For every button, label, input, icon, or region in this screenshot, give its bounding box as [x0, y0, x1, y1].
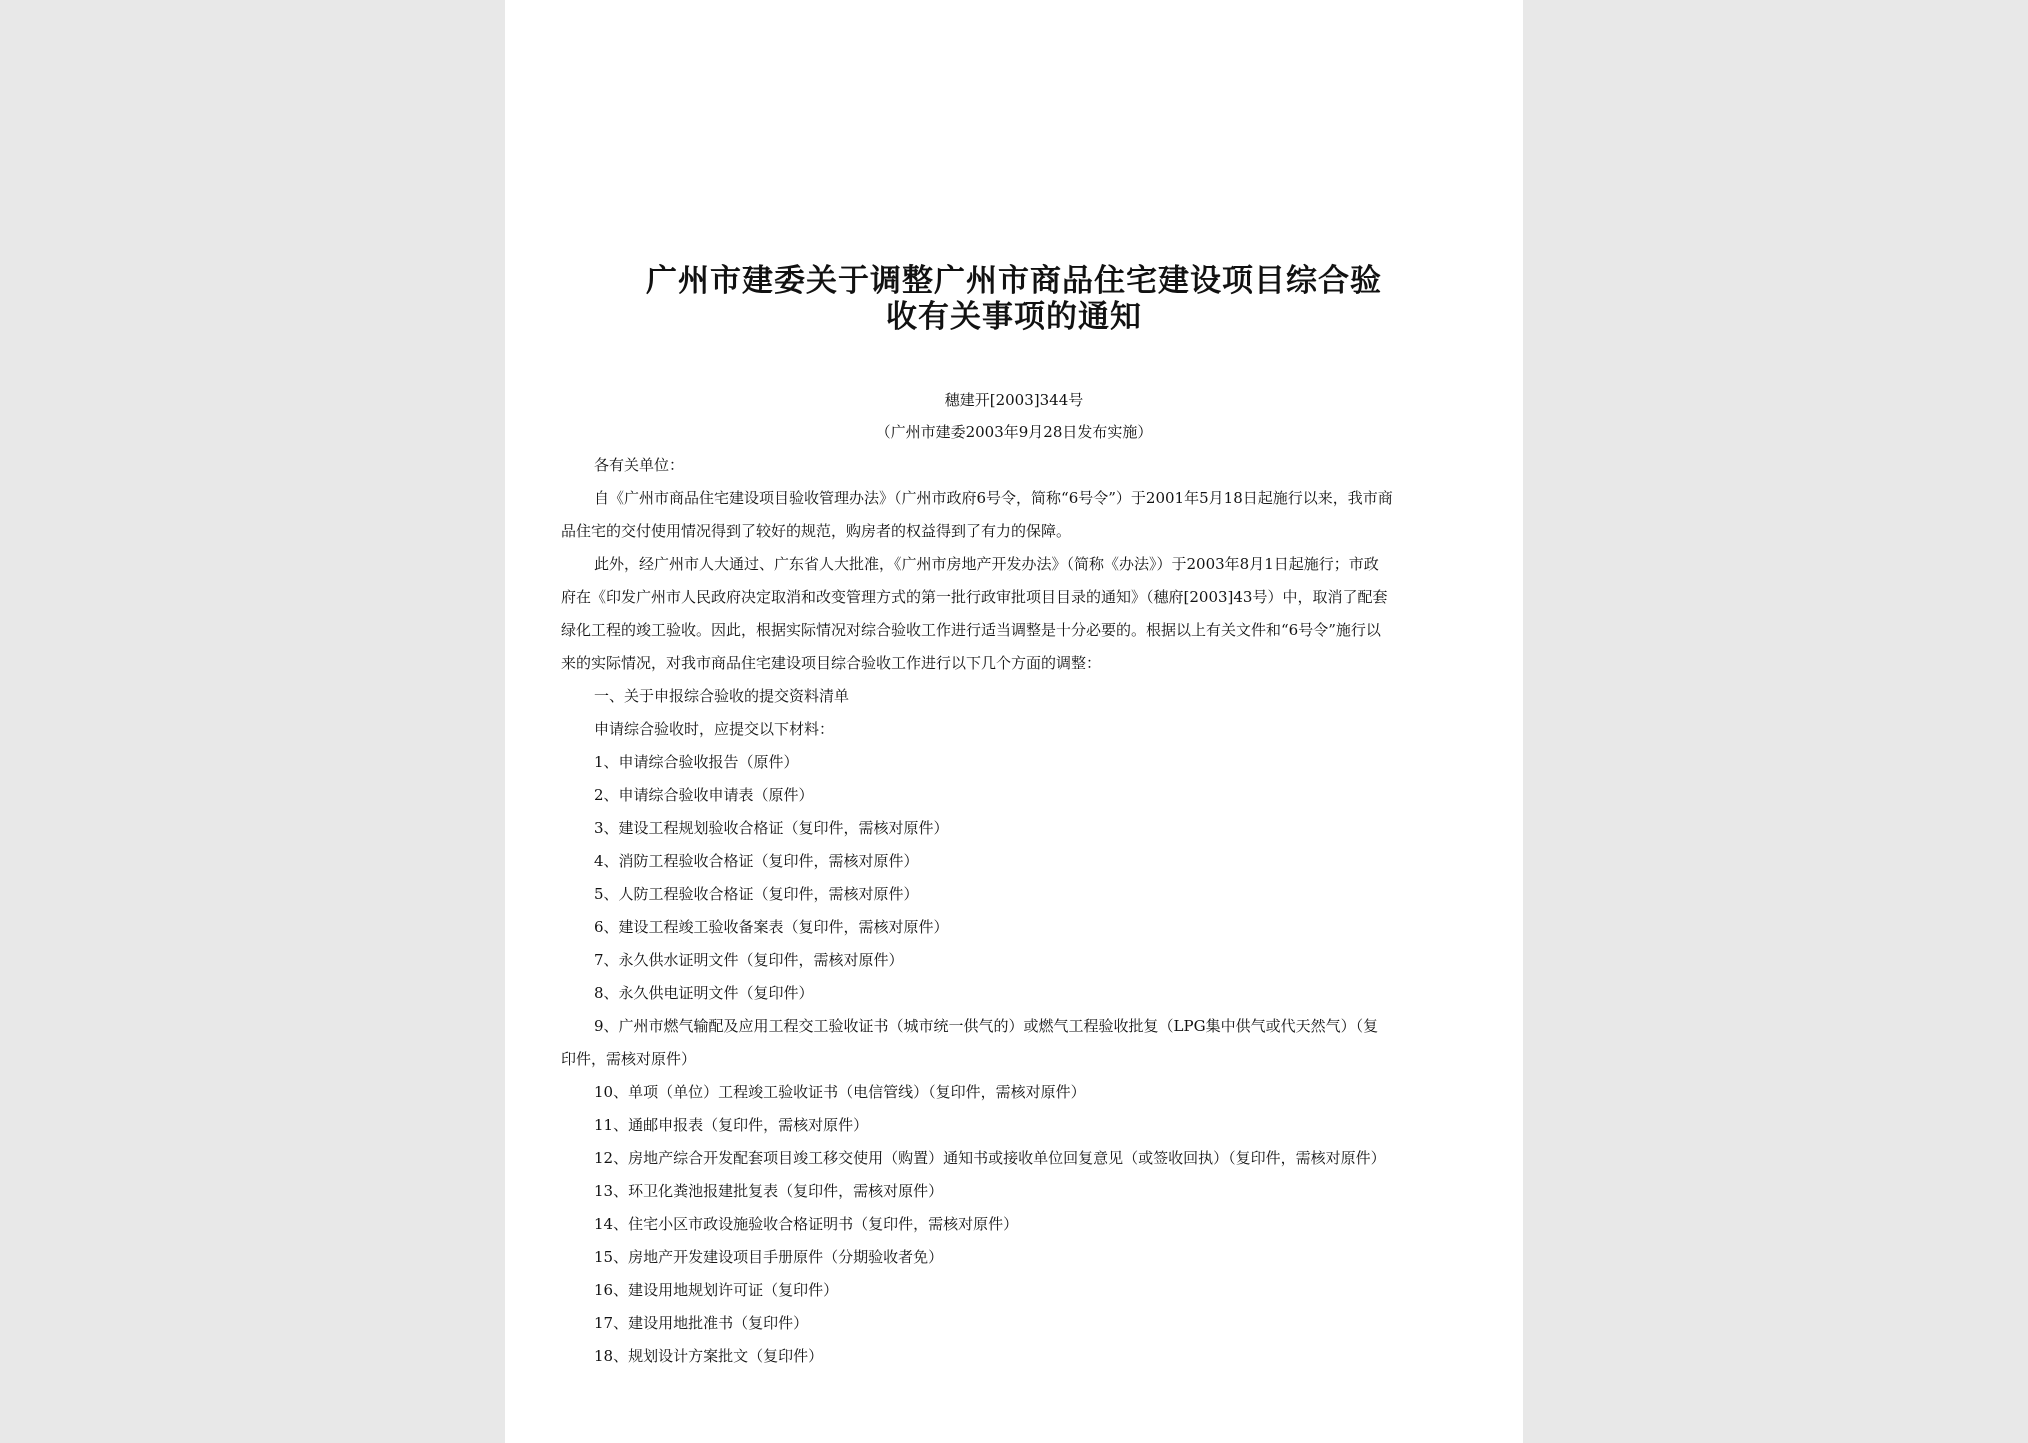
- materials-intro: 申请综合验收时，应提交以下材料：: [594, 720, 835, 738]
- salutation: 各有关单位：: [594, 456, 685, 474]
- list-item: 14、住宅小区市政设施验收合格证明书（复印件，需核对原件）: [594, 1215, 1019, 1233]
- list-item: 6、建设工程竣工验收备案表（复印件，需核对原件）: [594, 918, 949, 936]
- list-item: 17、建设用地批准书（复印件）: [594, 1314, 809, 1332]
- paragraph-2-line-3: 绿化工程的竣工验收。因此，根据实际情况对综合验收工作进行适当调整是十分必要的。根据以上有关文件和“6号令”施行以: [561, 621, 1381, 639]
- list-item: 11、通邮申报表（复印件，需核对原件）: [594, 1116, 869, 1134]
- paragraph-2-line-1: 此外，经广州市人大通过、广东省人大批准，《广州市房地产开发办法》（简称《办法》）于2003年8月1日起施行；市政: [594, 555, 1379, 573]
- section-heading: 一、关于申报综合验收的提交资料清单: [594, 687, 850, 705]
- list-item: 16、建设用地规划许可证（复印件）: [594, 1281, 839, 1299]
- document-number: 穗建开[2003]344号: [944, 391, 1084, 409]
- issue-note: （广州市建委2003年9月28日发布实施）: [875, 423, 1153, 441]
- list-item: 1、申请综合验收报告（原件）: [594, 753, 799, 771]
- list-item: 15、房地产开发建设项目手册原件（分期验收者免）: [594, 1248, 944, 1266]
- list-item: 2、申请综合验收申请表（原件）: [594, 786, 814, 804]
- paragraph-2-line-4: 来的实际情况，对我市商品住宅建设项目综合验收工作进行以下几个方面的调整：: [561, 654, 1102, 672]
- list-item: 10、单项（单位）工程竣工验收证书（电信管线）（复印件，需核对原件）: [594, 1083, 1086, 1101]
- list-item: 3、建设工程规划验收合格证（复印件，需核对原件）: [594, 819, 949, 837]
- paragraph-1-line-2: 品住宅的交付使用情况得到了较好的规范，购房者的权益得到了有力的保障。: [561, 522, 1072, 540]
- list-item: 8、永久供电证明文件（复印件）: [594, 984, 814, 1002]
- list-item-continuation: 印件，需核对原件）: [561, 1050, 697, 1068]
- list-item: 5、人防工程验收合格证（复印件，需核对原件）: [594, 885, 919, 903]
- document-page: [505, 0, 1523, 1443]
- list-item: 13、环卫化粪池报建批复表（复印件，需核对原件）: [594, 1182, 944, 1200]
- document-title-line-2: 收有关事项的通知: [886, 299, 1142, 335]
- paragraph-1-line-1: 自《广州市商品住宅建设项目验收管理办法》（广州市政府6号令，简称“6号令”）于2001年5月18日起施行以来，我市商: [594, 489, 1393, 507]
- list-item: 9、广州市燃气输配及应用工程交工验收证书（城市统一供气的）或燃气工程验收批复（LPG集中供气或代天然气）（复: [594, 1017, 1379, 1035]
- list-item: 18、规划设计方案批文（复印件）: [594, 1347, 824, 1365]
- list-item: 12、房地产综合开发配套项目竣工移交使用（购置）通知书或接收单位回复意见（或签收回执）（复印件，需核对原件）: [594, 1149, 1386, 1167]
- list-item: 4、消防工程验收合格证（复印件，需核对原件）: [594, 852, 919, 870]
- list-item: 7、永久供水证明文件（复印件，需核对原件）: [594, 951, 904, 969]
- document-title-line-1: 广州市建委关于调整广州市商品住宅建设项目综合验: [646, 263, 1382, 299]
- paragraph-2-line-2: 府在《印发广州市人民政府决定取消和改变管理方式的第一批行政审批项目目录的通知》（穗府[2003]43号）中，取消了配套: [561, 588, 1388, 606]
